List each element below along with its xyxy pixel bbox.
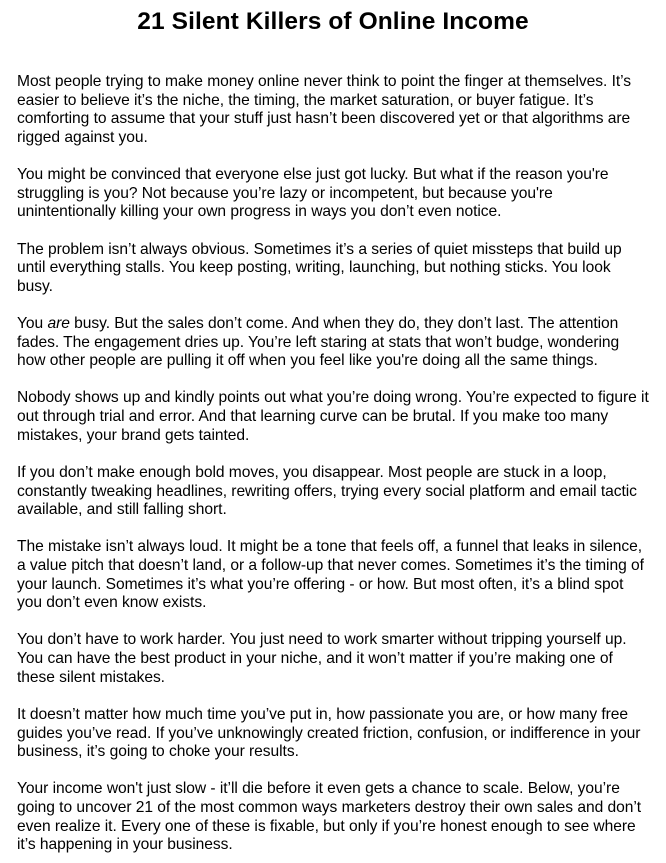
paragraph-10: Your income won't just slow - it’ll die before it even gets a chance to scale. Below, you’re going to uncover 21 of the most common ways marketers destroy their own sales and don’t even realize it. Every one of these is fixable, but only if you’re honest enough to see where it’s happening in your business. — [17, 780, 642, 854]
paragraph-4-lead: You — [17, 315, 48, 332]
paragraph-6: If you don’t make enough bold moves, you disappear. Most people are stuck in a loop, constantly tweaking headlines, rewriting offers, trying every social platform and email tactic available, and still falling short. — [17, 463, 637, 519]
paragraph-8: You don’t have to work harder. You just need to work smarter without tripping yourself up. You can have the best product in your niche, and it won’t matter if you’re making one of these silent mistakes. — [17, 631, 627, 686]
document-body — [17, 73, 649, 855]
paragraph-5: Nobody shows up and kindly points out what you’re doing wrong. You’re expected to figure it out through trial and error. And that learning curve can be brutal. If you make too many mistakes, your brand gets tainted. — [17, 389, 649, 444]
paragraph-3: The problem isn’t always obvious. Sometimes it’s a series of quiet missteps that build up until everything stalls. You keep posting, writing, launching, but nothing sticks. You look busy. — [17, 240, 622, 295]
document-title: 21 Silent Killers of Online Income — [137, 8, 529, 35]
paragraph-2: You might be convinced that everyone else just got lucky. But what if the reason you're struggling is you? Not because you’re lazy or incompetent, but because you're unintentionally killing your own progress in ways you don’t even notice. — [17, 166, 609, 221]
paragraph-1: Most people trying to make money online never think to point the finger at themselves. It’s easier to believe it’s the niche, the timing, the market saturation, or buyer fatigue. It’s comforting to assume that your stuff just hasn’t been discovered yet or that algorithms are rigged against you. — [17, 73, 632, 146]
paragraph-9: It doesn’t matter how much time you’ve put in, how passionate you are, or how many free guides you’ve read. If you’ve unknowingly created friction, confusion, or indifference in your business, it’s going to choke your results. — [17, 705, 641, 761]
paragraph-7: The mistake isn’t always loud. It might be a tone that feels off, a funnel that leaks in silence, a value pitch that doesn’t land, or a follow-up that never comes. Sometimes it’s the timing of your launch. Sometimes it’s what you’re offering - or how. But most often, it’s a blind spot you don’t even know exists. — [17, 538, 644, 612]
paragraph-4-rest: busy. But the sales don’t come. And when they do, they don’t last. The attention fades. The engagement dries up. You’re left staring at stats that won’t budge, wondering how other people are pulling it off when you feel like you're doing all the same things. — [17, 315, 620, 370]
paragraph-4 — [17, 315, 649, 371]
paragraph-4-emphasis: are — [47, 315, 70, 332]
